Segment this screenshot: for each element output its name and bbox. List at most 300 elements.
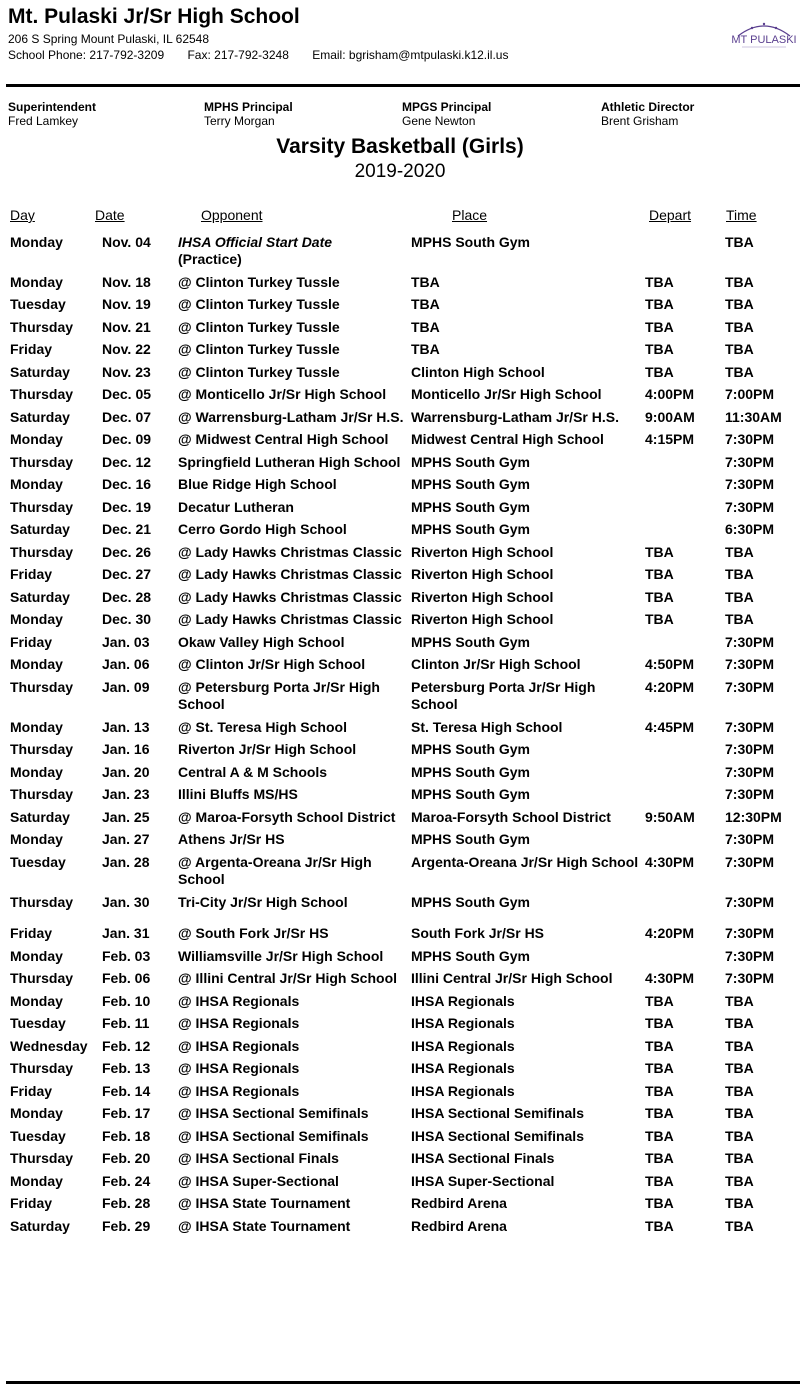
- cell-place: TBA: [411, 296, 440, 312]
- cell-depart: TBA: [645, 1060, 674, 1076]
- table-row: [0, 851, 800, 891]
- cell-date: Feb. 18: [102, 1127, 151, 1144]
- cell-date: Jan. 31: [102, 925, 150, 941]
- cell-time: TBA: [725, 543, 754, 560]
- cell-date: Nov. 21: [102, 318, 151, 335]
- cell-place: Argenta-Oreana Jr/Sr High School: [411, 853, 639, 870]
- cell-time: TBA: [725, 233, 754, 250]
- opponent-text: Williamsville Jr/Sr High School: [178, 947, 384, 964]
- cell-place: Warrensburg-Latham Jr/Sr H.S.: [411, 408, 619, 425]
- cell-time: TBA: [725, 611, 754, 627]
- cell-place: TBA: [411, 318, 440, 335]
- table-row: [0, 1103, 800, 1126]
- opponent-text: @ IHSA Regionals: [178, 1060, 300, 1076]
- table-row: [0, 294, 800, 317]
- table-row: [0, 784, 800, 807]
- cell-place: St. Teresa High School: [411, 718, 563, 735]
- cell-date: Jan. 16: [102, 741, 150, 757]
- cell-place: TBA: [411, 273, 440, 290]
- fax: Fax: 217-792-3248: [187, 48, 289, 62]
- cell-date: Jan. 30: [102, 893, 150, 910]
- cell-day: Saturday: [10, 521, 70, 537]
- email: Email: bgrisham@mtpulaski.k12.il.us: [312, 48, 509, 62]
- cell-depart: TBA: [645, 1172, 674, 1189]
- table-row: [0, 564, 800, 587]
- cell-time: TBA: [725, 273, 754, 290]
- table-row: [0, 1215, 800, 1238]
- opponent-text: @ IHSA State Tournament: [178, 1195, 351, 1211]
- cell-time: 7:30PM: [725, 718, 775, 735]
- cell-time: 7:30PM: [725, 947, 775, 964]
- cell-place: IHSA Regionals: [411, 1015, 515, 1031]
- cell-day: Monday: [10, 476, 63, 492]
- cell-time: 7:30PM: [725, 970, 775, 986]
- cell-day: Saturday: [10, 363, 70, 380]
- cell-date: Dec. 21: [102, 521, 152, 537]
- cell-date: Dec. 30: [102, 611, 152, 627]
- cell-time: TBA: [725, 1105, 754, 1121]
- cell-date: Dec. 05: [102, 386, 152, 402]
- table-row: [0, 474, 800, 497]
- cell-place: MPHS South Gym: [411, 633, 531, 650]
- table-row: [0, 519, 800, 542]
- cell-depart: TBA: [645, 318, 674, 335]
- cell-depart: TBA: [645, 1105, 674, 1121]
- cell-day: Thursday: [10, 1060, 74, 1076]
- opponent-text: @ IHSA State Tournament: [178, 1217, 351, 1234]
- cell-opponent: [178, 948, 406, 966]
- cell-place: Riverton High School: [411, 543, 554, 560]
- cell-place: MPHS South Gym: [411, 498, 531, 515]
- cell-opponent: [178, 970, 406, 988]
- cell-opponent: [178, 341, 406, 359]
- cell-place: MPHS South Gym: [411, 476, 531, 492]
- opponent-text: @ Midwest Central High School: [178, 431, 389, 447]
- table-row: [0, 586, 800, 609]
- opponent-text: @ Warrensburg-Latham Jr/Sr H.S.: [178, 408, 404, 425]
- cell-place: MPHS South Gym: [411, 893, 531, 910]
- cell-date: Jan. 03: [102, 633, 150, 650]
- opponent-text: Okaw Valley High School: [178, 633, 345, 650]
- cell-place: Clinton Jr/Sr High School: [411, 656, 581, 672]
- opponent-text: @ IHSA Regionals: [178, 1015, 300, 1031]
- opponent-text: @ Monticello Jr/Sr High School: [178, 386, 387, 402]
- cell-day: Wednesday: [10, 1037, 88, 1054]
- header-rule: [6, 84, 800, 87]
- table-row: [0, 716, 800, 739]
- school-contact: [8, 48, 528, 62]
- cell-time: 7:00PM: [725, 386, 775, 402]
- cell-time: 7:30PM: [725, 786, 775, 802]
- staff-mpgs-principal: MPGS Principal Gene Newton: [402, 100, 492, 128]
- cell-depart: 4:45PM: [645, 718, 695, 735]
- cell-date: Feb. 12: [102, 1037, 151, 1054]
- cell-day: Monday: [10, 233, 63, 250]
- opponent-text: @ Petersburg Porta Jr/Sr High School: [178, 678, 380, 712]
- cell-opponent: [178, 1105, 406, 1123]
- opponent-text: @ South Fork Jr/Sr HS: [178, 925, 329, 941]
- cell-time: 7:30PM: [725, 853, 775, 870]
- cell-depart: 4:20PM: [645, 678, 695, 695]
- cell-opponent: [178, 589, 406, 607]
- table-row: [0, 990, 800, 1013]
- cell-depart: 9:50AM: [645, 808, 695, 825]
- cell-depart: TBA: [645, 992, 674, 1009]
- table-row: [0, 609, 800, 632]
- opponent-text: @ IHSA Regionals: [178, 1037, 300, 1054]
- cell-opponent: [178, 894, 406, 912]
- table-row: [0, 631, 800, 654]
- cell-opponent: [178, 521, 406, 539]
- cell-opponent: [178, 409, 406, 427]
- cell-place: IHSA Sectional Semifinals: [411, 1127, 584, 1144]
- table-row: [0, 945, 800, 968]
- cell-place: Maroa-Forsyth School District: [411, 808, 611, 825]
- cell-date: Nov. 19: [102, 296, 151, 312]
- table-row: [0, 1193, 800, 1216]
- cell-date: Nov. 22: [102, 341, 151, 357]
- cell-time: TBA: [725, 1082, 754, 1099]
- cell-time: 7:30PM: [725, 476, 775, 492]
- opponent-text: @ IHSA Regionals: [178, 1082, 300, 1099]
- table-row: [0, 541, 800, 564]
- cell-day: Monday: [10, 1105, 63, 1121]
- cell-time: 7:30PM: [725, 633, 775, 650]
- cell-place: MPHS South Gym: [411, 786, 531, 802]
- cell-place: IHSA Regionals: [411, 1082, 515, 1099]
- cell-depart: TBA: [645, 1217, 674, 1234]
- opponent-text: @ Clinton Turkey Tussle: [178, 363, 340, 380]
- cell-time: TBA: [725, 1195, 754, 1211]
- cell-day: Monday: [10, 763, 63, 780]
- cell-date: Jan. 13: [102, 718, 150, 735]
- cell-time: TBA: [725, 1172, 754, 1189]
- cell-opponent: [178, 854, 406, 889]
- cell-date: Jan. 25: [102, 808, 150, 825]
- cell-day: Thursday: [10, 970, 74, 986]
- cell-date: Dec. 09: [102, 431, 152, 447]
- cell-date: Dec. 12: [102, 453, 152, 470]
- opponent-text: @ Illini Central Jr/Sr High School: [178, 970, 398, 986]
- cell-depart: TBA: [645, 1037, 674, 1054]
- cell-date: Feb. 29: [102, 1217, 151, 1234]
- cell-date: Feb. 20: [102, 1150, 151, 1166]
- cell-place: Clinton High School: [411, 363, 545, 380]
- cell-opponent: [178, 234, 406, 269]
- footer-rule: [6, 1381, 800, 1384]
- cell-day: Friday: [10, 633, 53, 650]
- cell-time: 7:30PM: [725, 831, 775, 847]
- cell-opponent: [178, 831, 406, 849]
- opponent-text: Riverton Jr/Sr High School: [178, 741, 357, 757]
- opponent-text: Central A & M Schools: [178, 763, 328, 780]
- cell-day: Thursday: [10, 453, 74, 470]
- cell-depart: 4:15PM: [645, 431, 695, 447]
- cell-opponent: [178, 679, 406, 714]
- cell-time: TBA: [725, 1217, 754, 1234]
- cell-opponent: [178, 431, 406, 449]
- cell-time: 7:30PM: [725, 925, 775, 941]
- schedule-table: [0, 231, 800, 1238]
- cell-depart: TBA: [645, 1195, 674, 1211]
- cell-opponent: [178, 364, 406, 382]
- cell-place: IHSA Regionals: [411, 992, 515, 1009]
- cell-time: 7:30PM: [725, 893, 775, 910]
- cell-date: Nov. 18: [102, 273, 151, 290]
- table-row: [0, 451, 800, 474]
- opponent-text: @ Lady Hawks Christmas Classic: [178, 543, 402, 560]
- opponent-text: @ IHSA Sectional Finals: [178, 1150, 339, 1166]
- cell-place: IHSA Super-Sectional: [411, 1172, 555, 1189]
- table-row: [0, 1080, 800, 1103]
- cell-opponent: [178, 544, 406, 562]
- table-row: [0, 361, 800, 384]
- phone: School Phone: 217-792-3209: [8, 48, 165, 62]
- cell-time: TBA: [725, 296, 754, 312]
- cell-opponent: [178, 1218, 406, 1236]
- cell-opponent: [178, 319, 406, 337]
- cell-day: Tuesday: [10, 853, 66, 870]
- cell-date: Dec. 16: [102, 476, 152, 492]
- cell-day: Tuesday: [10, 296, 66, 312]
- opponent-text: @ Clinton Turkey Tussle: [178, 341, 340, 357]
- cell-opponent: [178, 925, 406, 943]
- cell-day: Monday: [10, 1172, 63, 1189]
- cell-date: Feb. 03: [102, 947, 151, 964]
- cell-opponent: [178, 386, 406, 404]
- cell-day: Friday: [10, 1082, 53, 1099]
- col-header-time: Time: [726, 207, 757, 223]
- table-row: [0, 271, 800, 294]
- cell-time: TBA: [725, 1037, 754, 1054]
- opponent-text: @ Clinton Turkey Tussle: [178, 296, 340, 312]
- opponent-text: @ St. Teresa High School: [178, 718, 347, 735]
- cell-time: 6:30PM: [725, 521, 775, 537]
- cell-day: Saturday: [10, 588, 70, 605]
- cell-date: Jan. 06: [102, 656, 150, 672]
- cell-day: Thursday: [10, 678, 74, 695]
- opponent-text: @ IHSA Regionals: [178, 992, 300, 1009]
- cell-place: MPHS South Gym: [411, 947, 531, 964]
- cell-place: IHSA Regionals: [411, 1060, 515, 1076]
- cell-depart: TBA: [645, 588, 674, 605]
- cell-date: Feb. 28: [102, 1195, 151, 1211]
- col-header-opponent: Opponent: [201, 207, 263, 223]
- cell-day: Thursday: [10, 786, 74, 802]
- cell-day: Thursday: [10, 1150, 74, 1166]
- cell-day: Thursday: [10, 498, 74, 515]
- cell-depart: 9:00AM: [645, 408, 695, 425]
- school-logo: [728, 18, 800, 50]
- cell-place: Redbird Arena: [411, 1217, 507, 1234]
- cell-time: 7:30PM: [725, 678, 775, 695]
- cell-day: Friday: [10, 566, 53, 582]
- table-row: [0, 316, 800, 339]
- cell-opponent: [178, 566, 406, 584]
- cell-place: MPHS South Gym: [411, 763, 531, 780]
- cell-time: TBA: [725, 992, 754, 1009]
- opponent-text: Springfield Lutheran High School: [178, 453, 401, 470]
- cell-date: Dec. 27: [102, 566, 152, 582]
- cell-day: Tuesday: [10, 1127, 66, 1144]
- cell-date: Dec. 19: [102, 498, 152, 515]
- cell-time: 7:30PM: [725, 656, 775, 672]
- opponent-text: @ Clinton Jr/Sr High School: [178, 656, 366, 672]
- col-header-depart: Depart: [649, 207, 692, 223]
- cell-day: Friday: [10, 1195, 53, 1211]
- cell-date: Dec. 26: [102, 543, 152, 560]
- cell-day: Monday: [10, 718, 63, 735]
- col-header-place: Place: [452, 207, 488, 223]
- staff-superintendent: Superintendent Fred Lamkey: [8, 100, 97, 128]
- cell-place: MPHS South Gym: [411, 831, 531, 847]
- cell-time: 7:30PM: [725, 763, 775, 780]
- opponent-text: Athens Jr/Sr HS: [178, 831, 285, 847]
- table-row: [0, 339, 800, 362]
- cell-day: Friday: [10, 925, 53, 941]
- cell-date: Feb. 17: [102, 1105, 151, 1121]
- opponent-text: @ Argenta-Oreana Jr/Sr High School: [178, 853, 372, 887]
- cell-time: TBA: [725, 588, 754, 605]
- cell-depart: TBA: [645, 273, 674, 290]
- school-address: 206 S Spring Mount Pulaski, IL 62548: [8, 32, 210, 46]
- cell-time: 7:30PM: [725, 453, 775, 470]
- cell-date: Nov. 04: [102, 233, 151, 250]
- cell-depart: TBA: [645, 341, 674, 357]
- cell-day: Saturday: [10, 808, 70, 825]
- cell-time: TBA: [725, 318, 754, 335]
- svg-text:MT PULASKI: MT PULASKI: [731, 34, 797, 46]
- table-row: [0, 384, 800, 407]
- cell-place: TBA: [411, 341, 440, 357]
- opponent-text: @ IHSA Sectional Semifinals: [178, 1105, 369, 1121]
- cell-day: Tuesday: [10, 1015, 66, 1031]
- cell-place: IHSA Sectional Semifinals: [411, 1105, 584, 1121]
- cell-opponent: [178, 786, 406, 804]
- table-row: [0, 1170, 800, 1193]
- table-row: [0, 806, 800, 829]
- table-row: [0, 1035, 800, 1058]
- staff-mphs-principal: MPHS Principal Terry Morgan: [204, 100, 293, 128]
- cell-time: 7:30PM: [725, 431, 775, 447]
- cell-day: Thursday: [10, 741, 74, 757]
- opponent-text: Tri-City Jr/Sr High School: [178, 893, 348, 910]
- table-row: [0, 231, 800, 271]
- cell-place: MPHS South Gym: [411, 741, 531, 757]
- cell-day: Thursday: [10, 893, 74, 910]
- cell-day: Saturday: [10, 408, 70, 425]
- cell-time: TBA: [725, 566, 754, 582]
- cell-place: Riverton High School: [411, 588, 554, 605]
- cell-date: Feb. 14: [102, 1082, 151, 1099]
- cell-day: Monday: [10, 831, 63, 847]
- opponent-text: Cerro Gordo High School: [178, 521, 347, 537]
- cell-time: 7:30PM: [725, 498, 775, 515]
- cell-depart: TBA: [645, 611, 674, 627]
- cell-depart: TBA: [645, 1150, 674, 1166]
- opponent-text: @ IHSA Super-Sectional: [178, 1172, 339, 1189]
- cell-date: Feb. 10: [102, 992, 151, 1009]
- table-row: [0, 968, 800, 991]
- cell-date: Dec. 07: [102, 408, 152, 425]
- cell-opponent: [178, 476, 406, 494]
- table-row: [0, 654, 800, 677]
- table-row: [0, 891, 800, 914]
- cell-place: Petersburg Porta Jr/Sr High School: [411, 678, 596, 712]
- cell-depart: 4:00PM: [645, 386, 695, 402]
- page-title: Varsity Basketball (Girls): [276, 135, 524, 158]
- col-header-day: Day: [10, 207, 35, 223]
- opponent-text: @ Clinton Turkey Tussle: [178, 273, 340, 290]
- cell-date: Jan. 09: [102, 678, 150, 695]
- cell-place: MPHS South Gym: [411, 521, 531, 537]
- table-row: [0, 429, 800, 452]
- cell-depart: TBA: [645, 1015, 674, 1031]
- cell-place: MPHS South Gym: [411, 233, 531, 250]
- cell-day: Monday: [10, 431, 63, 447]
- cell-date: Dec. 28: [102, 588, 152, 605]
- cell-opponent: [178, 611, 406, 629]
- cell-place: Riverton High School: [411, 566, 554, 582]
- cell-date: Feb. 13: [102, 1060, 151, 1076]
- cell-date: Feb. 11: [102, 1015, 150, 1031]
- cell-date: Nov. 23: [102, 363, 151, 380]
- cell-opponent: [178, 809, 406, 827]
- cell-time: 11:30AM: [725, 408, 782, 425]
- cell-place: IHSA Sectional Finals: [411, 1150, 555, 1166]
- cell-depart: TBA: [645, 296, 674, 312]
- cell-place: Illini Central Jr/Sr High School: [411, 970, 613, 986]
- cell-day: Friday: [10, 341, 53, 357]
- cell-day: Monday: [10, 273, 63, 290]
- cell-depart: 4:30PM: [645, 853, 695, 870]
- season: 2019-2020: [354, 161, 446, 182]
- opponent-text: Illini Bluffs MS/HS: [178, 786, 298, 802]
- col-header-date: Date: [95, 207, 125, 223]
- table-row: [0, 761, 800, 784]
- cell-depart: 4:30PM: [645, 970, 695, 986]
- cell-opponent: [178, 1083, 406, 1101]
- opponent-text: @ Clinton Turkey Tussle: [178, 318, 340, 335]
- cell-place: IHSA Regionals: [411, 1037, 515, 1054]
- table-row: [0, 829, 800, 852]
- cell-opponent: [178, 454, 406, 472]
- cell-opponent: [178, 1060, 406, 1078]
- table-row: [0, 676, 800, 716]
- cell-time: TBA: [725, 1015, 754, 1031]
- cell-place: Monticello Jr/Sr High School: [411, 386, 602, 402]
- cell-day: Monday: [10, 656, 63, 672]
- cell-place: MPHS South Gym: [411, 453, 531, 470]
- opponent-note: (Practice): [178, 251, 242, 267]
- opponent-text: @ Lady Hawks Christmas Classic: [178, 588, 402, 605]
- cell-opponent: [178, 656, 406, 674]
- cell-place: South Fork Jr/Sr HS: [411, 925, 545, 941]
- cell-opponent: [178, 1038, 406, 1056]
- cell-opponent: [178, 634, 406, 652]
- cell-depart: TBA: [645, 363, 674, 380]
- cell-time: TBA: [725, 1150, 754, 1166]
- cell-time: TBA: [725, 341, 754, 357]
- cell-day: Monday: [10, 611, 63, 627]
- cell-depart: 4:50PM: [645, 656, 695, 672]
- cell-opponent: [178, 993, 406, 1011]
- cell-date: Jan. 23: [102, 786, 150, 802]
- cell-day: Saturday: [10, 1217, 70, 1234]
- opponent-text: Blue Ridge High School: [178, 476, 337, 492]
- cell-opponent: [178, 764, 406, 782]
- cell-time: TBA: [725, 1060, 754, 1076]
